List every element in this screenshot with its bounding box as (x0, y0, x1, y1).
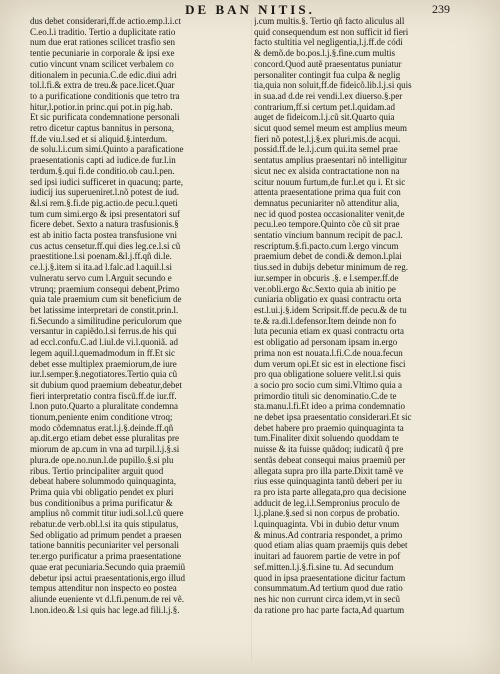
text-line: ad eccl.confu.C.ad l.iul.de vi.l.quoniã. ad (30, 337, 178, 348)
text-line: sentãs debeat consequi maius praemiũ per (254, 454, 406, 465)
text-line: j.cum multis.§. Tertio qñ facto aliculus all (254, 16, 405, 26)
text-line: tol.l.fi.& extra de treu.& pace.licet.Quar (30, 80, 175, 91)
text-line: debeat habere solummodo quinquaginta, (30, 476, 176, 487)
text-line: ra pro ista parte allegata,pro qua decisione (254, 486, 407, 497)
text-line: quod etiam alias quam praemijs quis debet (254, 540, 408, 551)
text-line: sicut nec ex alsida contractatione non na (254, 165, 400, 176)
text-line: modo cõdemnatus erat.l.j.§.deinde.ff.qñ (30, 422, 174, 433)
text-line: l.quinquaginta. Vbi in dubio detur vnum (254, 519, 400, 530)
text-line: adducit de leg.i.l.Sempronius proculo de (254, 497, 400, 508)
text-line: bet latissime interpretari de constit.prin.l. (30, 304, 179, 315)
text-line: debetur ipsi actui praesentationis,ergo illud (30, 572, 186, 583)
text-line: plura.de ope.no.nun.l.de pupillo.§.si plu (30, 454, 174, 465)
text-line: facto stultitia vel negligentia,l.j.ff.de códi (254, 37, 403, 48)
text-line: Sed obligatio ad primum pendet a praesen (30, 529, 182, 540)
text-line: ff.de viu.l.sed et si aliquid.§.interdum. (30, 133, 168, 144)
text-line: rescriptum.§.fi.pacto.cum l.ergo vincum (254, 240, 399, 251)
text-line: tatione bannitis pecuniariter vel personali (30, 540, 179, 551)
text-line: de solu.l.i.cum simi.Quinto a paraficatione (30, 144, 184, 155)
text-line: terdum.§.qui fi.de conditio.ob cau.l.pen. (30, 165, 175, 176)
text-line: iur.semper in obcuris .§. e l.semper.ff.de (254, 272, 399, 283)
text-line: scitur nouum furtum,de fur.l.et qu i. Et sic (254, 176, 406, 187)
text-line: concord.Quod autẽ praesentatus puniatur (254, 58, 402, 69)
text-line: consummatum.Ad tertium quod due ratio (254, 583, 403, 594)
text-line: luta pecunia etiam ex quasi contractu orta (254, 326, 404, 337)
text-line: iudicij ius superueniret.l.nõ potest de iud. (30, 187, 179, 198)
text-line: amplius nõ commit titur iudi.sol.l.cũ quere (30, 508, 184, 519)
text-line: C.eo.l.i traditio. Tertio a duplicitate ratio (30, 26, 176, 37)
column-gutter (251, 20, 252, 660)
text-line: aliunde eueniente vt d.l.fi.penum.de rei vẽ. (30, 593, 184, 604)
running-title: DE BAN NITIS. (185, 2, 315, 17)
text-line: rius esse quinquaginta tantũ deberi per iu (254, 476, 402, 487)
text-line: sentatus amplius praesentari nõ intelligitur (254, 155, 407, 166)
text-line: fi.Secundo a similitudine periculorum que (30, 315, 182, 326)
text-line: retro dicetur captus bannitus in persona, (30, 123, 174, 134)
text-line: sed ipsi iudici sufficeret in quacunq; parte, (30, 176, 184, 187)
text-line: sta.manu.l.fi.Et ideo a prima condemnatio (254, 401, 405, 412)
text-line: personaliter contingit fua culpa & neglig (254, 69, 401, 80)
text-line: debet esse multiplex praemiorum,de iure (30, 358, 177, 369)
text-line: ver.obli.ergo &c.Sexto quia ab initio pe (254, 283, 396, 294)
text-line: l.non puto.Quarto a pluralitate condemna (30, 401, 178, 412)
text-line: ap.dit.ergo etiam debet esse pluralitas pre (30, 433, 180, 444)
text-line: quae erat pecuniaria.Secundo quia praemiũ (30, 561, 186, 572)
text-line: Et sic purificata condemnatione personali (30, 112, 180, 123)
text-line: tentie pecuniarie in corporale & ipsi exe (30, 48, 175, 59)
text-line: l.non.ideo.& l.si quis hac lege.ad fili.l.j.§. (30, 604, 180, 615)
text-line: bus conditionibus a prima purificatur & (30, 497, 173, 508)
text-line: num due erat rationes scilicet trasfio sen (30, 37, 175, 48)
text-line: & minus.Ad contraria respondet, a primo (254, 529, 403, 540)
text-line: sentatio vincium bannum recipit de pac.l. (254, 230, 403, 241)
text-line: nec id quod postea occasionaliter venit,de (254, 208, 405, 219)
text-line: nes hic non currunt circa idem,vt in secũ (254, 593, 400, 604)
text-line: rebatur.de verb.obl.l.si ita quis stipulatus, (30, 519, 179, 530)
text-line: l.j.plane.§.sed si non corpus de probatio. (254, 508, 400, 519)
text-line: ter.ergo purificatur a prima praesentatione (30, 551, 182, 562)
text-line: & demõ.de bo.pos.l.j.§.fine.cum multis (254, 48, 395, 59)
text-line: est.l.ui.j.§.idem Scripsit.ff.de pecu.& de tu (254, 304, 407, 315)
text-line: demnatus pecuniariter nõ attenditur alia, (254, 197, 400, 208)
left-text-column (30, 16, 252, 668)
text-line: tempus attenditur non inspecto eo postea (30, 583, 177, 594)
text-line: sicut quod semel meum est amplius meum (254, 123, 407, 134)
right-text-column (254, 16, 476, 668)
text-line: iur.l.semper.§.negotiatores.Tertio quia cũ (30, 369, 178, 380)
text-line: ditionalem in pecunia.C.de edic.diui adri (30, 69, 177, 80)
text-line: allegata supra pro illa parte.Dixit tamẽ ve (254, 465, 404, 476)
text-line: versantur in capiẽdo.l.si ferrus.de his qui (30, 326, 177, 337)
text-line: sef.mitten.l.j.§.fi.sine tu. Ad secundum (254, 561, 394, 572)
text-line: fieri interpretatio contra fiscũ.ff.de iur.ff. (30, 390, 177, 401)
page-header (0, 2, 500, 16)
text-line: cus actus censetur.ff.qui dies leg.ce.l.si cũ (30, 240, 181, 251)
text-line: Prima quia vbi obligatio pendet ex pluri (30, 486, 174, 497)
text-line: hitur,l.potior.in princ.qui pot.in pig.hab. (30, 101, 173, 112)
text-line: quia tale praemium cum sit beneficium de (30, 294, 182, 305)
text-line: cutio vincunt vnam scilicet verbalem co (30, 58, 174, 69)
text-line: praesentationis capti ad iudice.de fur.l.in (30, 155, 176, 166)
text-line: possid.ff.de le.l.j.cum qui.ita semel prae (254, 144, 398, 155)
text-line: ficere debet. Sexto a natura trasfusionis.§ (30, 219, 179, 230)
text-line: auget de fideicom.l.j.cũ sit.Quarto quia (254, 112, 395, 123)
text-line: fieri nõ potest,l.j.§.ex pluri.mis.de acqui. (254, 133, 401, 144)
text-line: sit dubium quod praemium debeatur,debet (30, 379, 182, 390)
text-line: tum cum simi.ergo & ipsi presentatori suf (30, 208, 181, 219)
text-line: prima non est nouata.l.fi.C.de noua.fecun (254, 347, 403, 358)
text-line: to a purificatione conditionis que tetro tra (30, 90, 180, 101)
text-line: ce.l.j.§.item si ita.ad l.falc.ad l.aquil.l.si (30, 262, 172, 273)
text-line: tia,quia non soluit,ff.de fideicõ.lib.l.j.si quis (254, 80, 412, 91)
text-line: in sua.ad d.de rei vendi.l.ex diuerso.§.per (254, 90, 403, 101)
text-line: dum verum opi.Et sic est in electione fisci (254, 358, 406, 369)
text-line: vulneratu servo cum l.Arguit secundo e (30, 272, 172, 283)
text-line: cuniaria obligatio ex quasi contractu orta (254, 294, 402, 305)
text-line: tionum,peniente enim conditione vtroq; (30, 412, 173, 423)
text-line: nuisse & ita fuisse quãdoq; iudicatũ q̃ pre (254, 444, 404, 455)
text-line: legem aquil.l.quemadmodum in ff.Et sic (30, 347, 176, 358)
text-line: te.& ra.di.l.defensor.Item deinde non fo (254, 315, 397, 326)
text-line: inuitari ad fauorem partie de vetre in pof (254, 551, 401, 562)
text-line: quod in ipsa praesentatione dicitur factum (254, 572, 406, 583)
text-line: contrarium,ff.si certum pet.l.quidam.ad (254, 101, 396, 112)
text-line: praemium debet de condi.& demon.l.plai (254, 251, 402, 262)
text-line: est ab initio facta postea transfusione vni (30, 230, 177, 241)
text-line: tius.sed in dubijs debetur minimum de reg. (254, 262, 408, 273)
page-number: 239 (432, 2, 450, 16)
text-line: praestitione.l.si poenam.&l.j.ff.qñ di.le. (30, 251, 172, 262)
text-line: vtrunq; praemium consequi debent,Primo (30, 283, 180, 294)
text-line: dus debet considerari,ff.de actio.emp.l.i.ct (30, 16, 182, 26)
text-line: pecu.l.eo tempore.Quinto cõe cũ sit prae (254, 219, 400, 230)
text-line: miorum de ap.cum in vna ad turpil.l.j.§.si (30, 444, 180, 455)
text-line: &l.si rem.§.fi.de pig.actio.de pecu.l.queti (30, 197, 178, 208)
text-line: primordio tituli sic denominatio.C.de te (254, 390, 397, 401)
text-line: a socio pro socio cum simi.Vltimo quia a (254, 379, 402, 390)
text-line: quid consequendum est non sufficit id fieri (254, 26, 409, 37)
text-line: debet habere pro praemio quinquaginta ta (254, 422, 404, 433)
text-line: da ratione pro hac parte facta,Ad quartum (254, 604, 405, 615)
text-line: ribus. Tertio principaliter arguit quod (30, 465, 164, 476)
text-line: pro qua obligatione soluere velit.l.si quis (254, 369, 401, 380)
text-line: tum.Finaliter dixit soluendo quoddam te (254, 433, 399, 444)
text-line: est obligatio ad personam ipsam in.ergo (254, 337, 398, 348)
text-line: ne debet ipsa praesentatio considerari.Et sic (254, 412, 412, 423)
text-line: attenta praesentatione prima qua fuit con (254, 187, 401, 198)
